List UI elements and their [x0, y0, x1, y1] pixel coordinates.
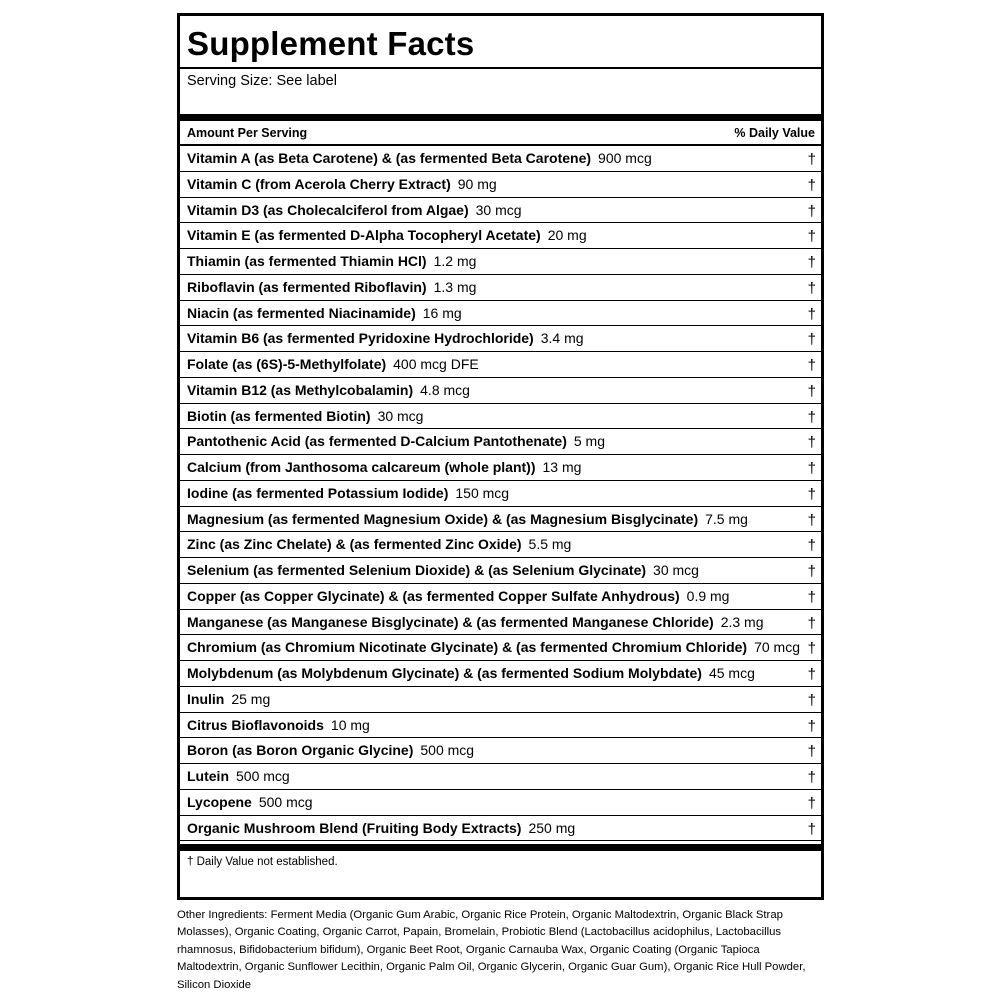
nutrient-row: [180, 172, 821, 198]
nutrient-name: [187, 352, 479, 377]
nutrient-amount: 7.5 mg: [705, 510, 748, 527]
nutrient-row: [180, 584, 821, 610]
supplement-facts-panel: [177, 13, 824, 900]
footnote: † Daily Value not established.: [187, 856, 338, 868]
nutrient-row: [180, 532, 821, 558]
nutrient-row: [180, 558, 821, 584]
nutrient-name: [187, 404, 423, 429]
nutrient-name-text: Calcium (from Janthosoma calcareum (whole plant)): [187, 459, 536, 475]
nutrient-row: [180, 455, 821, 481]
daily-value-dagger: †: [807, 820, 816, 838]
nutrient-row: [180, 790, 821, 816]
nutrient-name-text: Vitamin E (as fermented D-Alpha Tocopheryl Acetate): [187, 227, 541, 244]
nutrient-name-text: Citrus Bioflavonoids: [187, 716, 324, 733]
serving-size: Serving Size: See label: [187, 73, 337, 89]
nutrient-row: [180, 275, 821, 301]
nutrient-row: [180, 610, 821, 636]
nutrient-name: [187, 326, 584, 351]
nutrient-name-text: Inulin: [187, 690, 225, 707]
nutrient-row: [180, 249, 821, 275]
nutrient-name: [187, 558, 699, 583]
daily-value-dagger: †: [807, 743, 816, 761]
daily-value-dagger: †: [807, 202, 816, 220]
nutrient-name-text: Thiamin (as fermented Thiamin HCl): [187, 253, 427, 269]
daily-value-dagger: †: [807, 588, 816, 606]
nutrient-name-text: Selenium (as fermented Selenium Dioxide) & (as Selenium Glycinate): [187, 562, 647, 578]
nutrient-amount: 16 mg: [422, 304, 462, 321]
daily-value-dagger: †: [807, 228, 816, 246]
daily-value-header: % Daily Value: [734, 126, 815, 140]
nutrient-name-text: Boron (as Boron Organic Glycine): [187, 742, 414, 759]
nutrient-row: [180, 146, 821, 172]
serving-divider: [180, 114, 821, 121]
nutrient-row: [180, 481, 821, 507]
nutrient-name-text: Vitamin C (from Acerola Cherry Extract): [187, 175, 451, 192]
nutrient-amount: 1.3 mg: [433, 278, 477, 295]
nutrient-row: [180, 713, 821, 739]
nutrient-name: [187, 661, 755, 686]
nutrient-amount: 500 mcg: [258, 793, 313, 810]
nutrient-name: [187, 378, 470, 403]
nutrient-name: [187, 713, 370, 738]
nutrient-name-text: Riboflavin (as fermented Riboflavin): [187, 278, 427, 295]
nutrient-name-text: Folate (as (6S)-5-Methylfolate): [187, 356, 387, 372]
nutrient-row: [180, 816, 821, 842]
nutrient-name: [187, 429, 605, 454]
other-ingredients: Other Ingredients: Ferment Media (Organic Gum Arabic, Organic Rice Protein, Organic Maltodextrin, Organic Black Strap Molasses), Organic Coating, Organic Carrot, Papain, Bromelain, Probiotic Blend (Lactobacillus acidophilus, Lactobacillus rhamnosus, Bifidobacterium bifidum), Organic Beet Root, Organic Carnauba Wax, Organic Coating (Organic Tapioca Maltodextrin, Organic Sunflower Lecithin, Organic Palm Oil, Organic Glycerin, Organic Guar Gum), Organic Rice Hull Powder, Silicon Dioxide: [177, 909, 806, 991]
nutrient-name-text: Vitamin B12 (as Methylcobalamin): [187, 381, 414, 398]
nutrient-name: [187, 610, 764, 635]
nutrient-amount: 30 mcg: [653, 562, 699, 578]
daily-value-dagger: †: [807, 151, 816, 168]
daily-value-dagger: †: [807, 794, 816, 812]
nutrient-amount: 250 mg: [528, 819, 576, 836]
daily-value-dagger: †: [807, 305, 816, 323]
nutrient-name: [187, 146, 652, 171]
nutrient-name: [187, 455, 581, 480]
nutrient-name-text: Pantothenic Acid (as fermented D-Calcium Pantothenate): [187, 433, 567, 450]
nutrient-name: [187, 172, 497, 197]
nutrient-name: [187, 223, 587, 248]
nutrient-name: [187, 507, 748, 532]
nutrient-row: [180, 507, 821, 533]
nutrient-name-text: Molybdenum (as Molybdenum Glycinate) & (as fermented Sodium Molybdate): [187, 665, 702, 681]
nutrient-amount: 500 mcg: [236, 768, 290, 784]
nutrient-name-text: Copper (as Copper Glycinate) & (as fermented Copper Sulfate Anhydrous): [187, 587, 680, 604]
daily-value-dagger: †: [807, 382, 816, 400]
nutrient-name: [187, 275, 476, 300]
nutrient-amount: 400 mcg DFE: [393, 356, 479, 372]
nutrient-name: [187, 198, 522, 223]
title-divider: [180, 67, 821, 69]
nutrient-name-text: Lutein: [187, 768, 229, 784]
nutrient-row: [180, 404, 821, 430]
nutrient-name-text: Vitamin A (as Beta Carotene) & (as fermented Beta Carotene): [187, 150, 592, 166]
nutrient-name-text: Organic Mushroom Blend (Fruiting Body Extracts): [187, 819, 522, 836]
nutrient-amount: 20 mg: [547, 227, 587, 244]
panel-title: Supplement Facts: [187, 25, 475, 62]
nutrient-name-text: Niacin (as fermented Niacinamide): [187, 304, 416, 321]
nutrient-amount: 10 mg: [330, 716, 370, 733]
nutrient-row: [180, 764, 821, 790]
daily-value-dagger: †: [807, 614, 816, 632]
nutrient-row: [180, 429, 821, 455]
nutrient-name: [187, 635, 800, 660]
daily-value-dagger: †: [807, 357, 816, 374]
nutrient-row: [180, 738, 821, 764]
nutrient-row: [180, 301, 821, 327]
nutrient-row: [180, 687, 821, 713]
daily-value-dagger: †: [807, 254, 816, 271]
nutrient-row: [180, 661, 821, 687]
nutrient-name: [187, 738, 474, 763]
daily-value-dagger: †: [807, 769, 816, 786]
nutrient-name: [187, 816, 575, 841]
nutrient-name: [187, 764, 290, 789]
nutrient-name-text: Vitamin B6 (as fermented Pyridoxine Hydrochloride): [187, 330, 534, 347]
nutrient-row: [180, 378, 821, 404]
nutrient-name-text: Manganese (as Manganese Bisglycinate) & (as fermented Manganese Chloride): [187, 613, 714, 630]
nutrient-amount: 3.4 mg: [540, 330, 584, 347]
nutrient-amount: 45 mcg: [708, 665, 755, 681]
daily-value-dagger: †: [807, 485, 816, 503]
nutrient-amount: 13 mg: [542, 459, 582, 475]
daily-value-dagger: †: [807, 176, 816, 194]
nutrient-amount: 1.2 mg: [433, 253, 477, 269]
nutrient-amount: 0.9 mg: [686, 587, 730, 604]
daily-value-dagger: †: [807, 408, 816, 426]
nutrient-row: [180, 223, 821, 249]
daily-value-dagger: †: [807, 666, 816, 683]
nutrient-name: [187, 481, 509, 506]
daily-value-dagger: †: [807, 563, 816, 580]
nutrient-row: [180, 635, 821, 661]
daily-value-dagger: †: [807, 717, 816, 735]
nutrient-amount: 4.8 mcg: [420, 381, 470, 398]
nutrient-row: [180, 352, 821, 378]
nutrient-name-text: Biotin (as fermented Biotin): [187, 407, 371, 424]
nutrient-name-text: Lycopene: [187, 793, 252, 810]
daily-value-dagger: †: [807, 279, 816, 297]
nutrient-name-text: Iodine (as fermented Potassium Iodide): [187, 484, 449, 501]
daily-value-dagger: †: [807, 640, 816, 658]
nutrient-amount: 900 mcg: [598, 150, 652, 166]
daily-value-dagger: †: [807, 537, 816, 555]
nutrient-amount: 5.5 mg: [528, 536, 572, 553]
nutrient-row: [180, 198, 821, 224]
nutrient-name: [187, 249, 476, 274]
nutrient-row: [180, 326, 821, 352]
nutrient-name-text: Chromium (as Chromium Nicotinate Glycinate) & (as fermented Chromium Chloride): [187, 639, 748, 656]
nutrient-amount: 90 mg: [457, 175, 497, 192]
nutrient-amount: 25 mg: [231, 690, 271, 707]
nutrient-name-text: Magnesium (as fermented Magnesium Oxide) & (as Magnesium Bisglycinate): [187, 510, 699, 527]
nutrient-name-text: Vitamin D3 (as Cholecalciferol from Algae): [187, 201, 469, 218]
nutrient-amount: 5 mg: [573, 433, 605, 450]
daily-value-dagger: †: [807, 434, 816, 452]
nutrient-amount: 30 mcg: [475, 201, 522, 218]
nutrient-amount: 30 mcg: [377, 407, 424, 424]
daily-value-dagger: †: [807, 511, 816, 529]
nutrient-amount: 500 mcg: [420, 742, 475, 759]
daily-value-dagger: †: [807, 691, 816, 709]
nutrient-amount: 2.3 mg: [720, 613, 764, 630]
daily-value-dagger: †: [807, 460, 816, 477]
nutrient-name: [187, 532, 571, 557]
nutrient-name-text: Zinc (as Zinc Chelate) & (as fermented Zinc Oxide): [187, 536, 522, 553]
nutrient-amount: 70 mcg: [754, 639, 800, 656]
nutrient-name: [187, 584, 729, 609]
nutrient-name: [187, 687, 270, 712]
nutrient-name: [187, 301, 462, 326]
daily-value-dagger: †: [807, 331, 816, 349]
amount-per-serving-header: Amount Per Serving: [187, 126, 308, 140]
footer-divider: [180, 844, 821, 851]
nutrient-name: [187, 790, 313, 815]
nutrient-amount: 150 mcg: [455, 484, 510, 501]
nutrient-list: [180, 146, 821, 841]
